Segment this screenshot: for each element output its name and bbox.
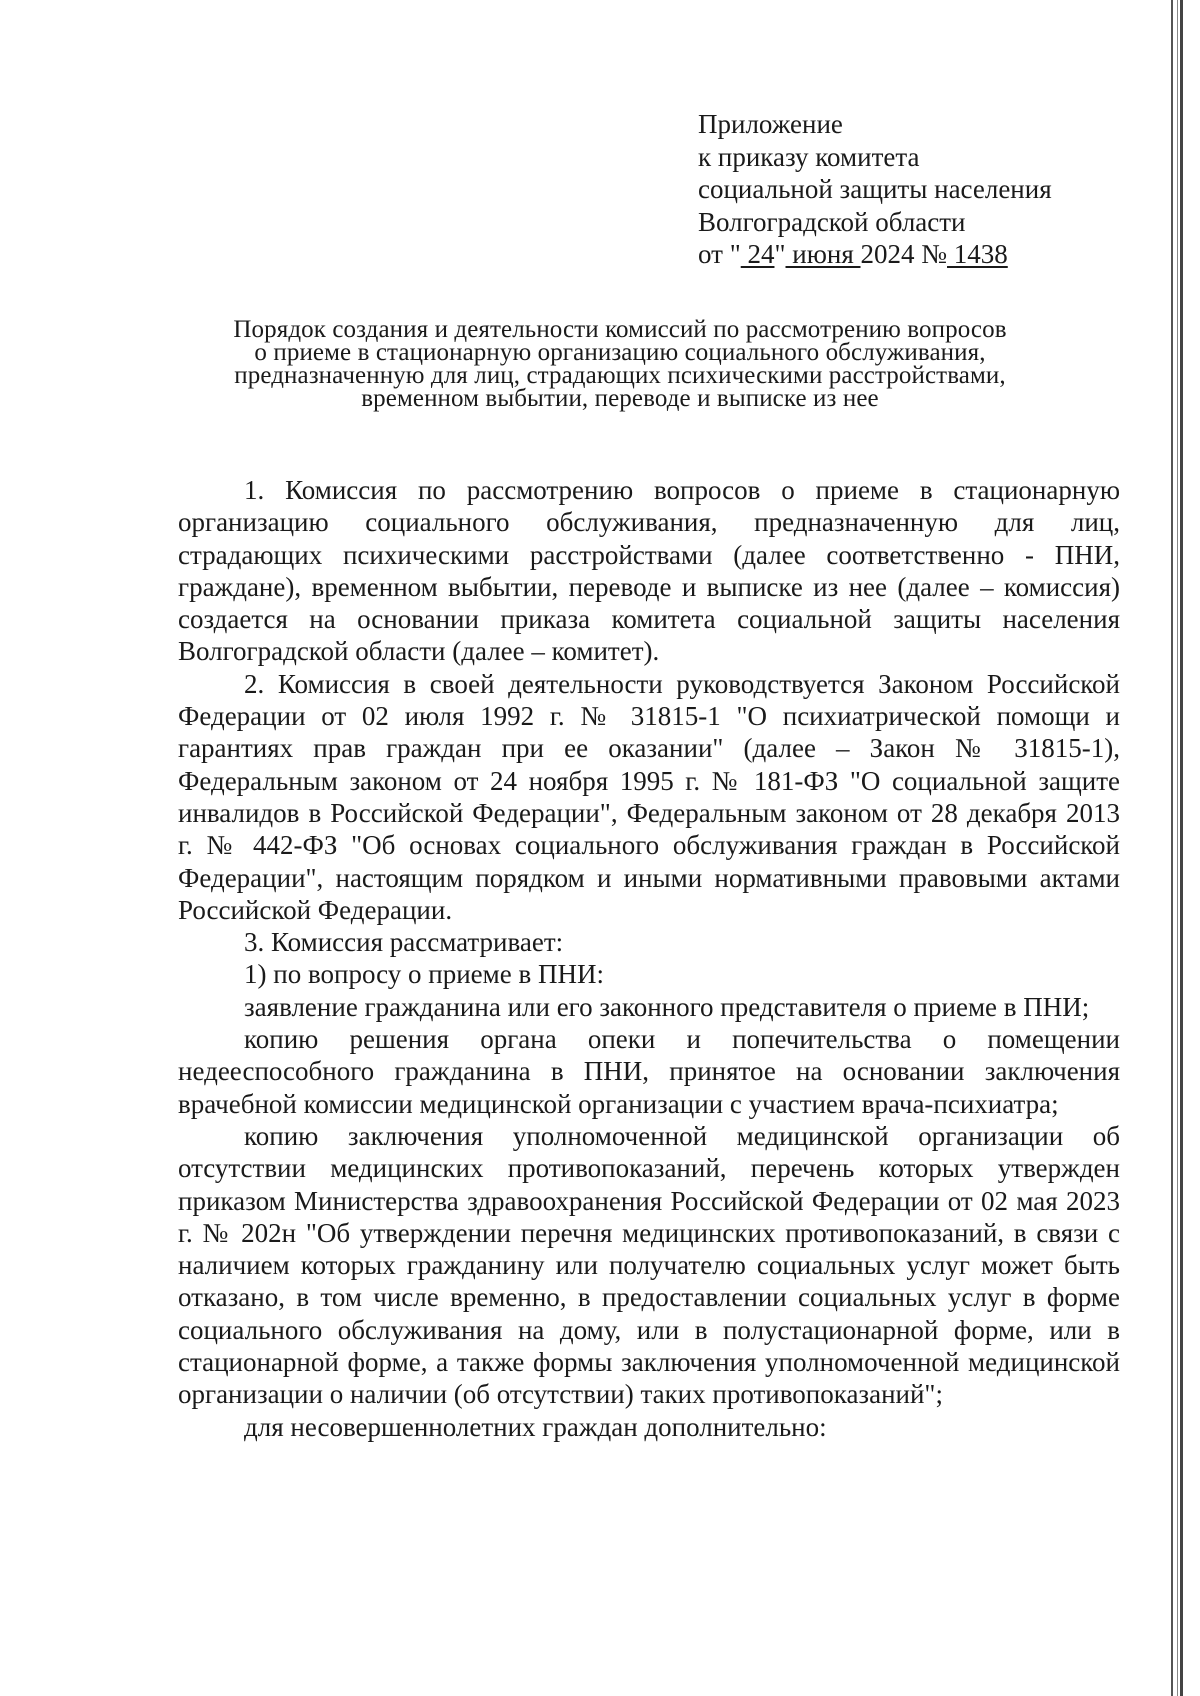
order-number: 1438	[947, 239, 1008, 269]
document-title	[180, 318, 1060, 410]
date-month: июня	[785, 239, 861, 269]
paragraph: копию заключения уполномоченной медицинской организации об отсутствии медицинских противопоказаний, перечень которых утвержден приказом Министерства здравоохранения Российской Федерации от 02 мая 2023 г. № 202н "Об утверждении перечня медицинских противопоказаний, в связи с наличием которых гражданину или получателю социальных услуг может быть отказано, в том числе временно, в предоставлении социальных услуг в форме социального обслуживания на дому, или в полустационарной форме, или в стационарной форме, а также формы заключения уполномоченной медицинской организации о наличии (об отсутствии) таких противопоказаний";	[178, 1120, 1120, 1410]
appendix-date-line	[698, 238, 1052, 271]
title-line: о приеме в стационарную организацию социального обслуживания,	[254, 339, 986, 366]
date-quote: "	[774, 239, 786, 269]
appendix-line: Приложение	[698, 109, 843, 139]
paragraph: 2. Комиссия в своей деятельности руководствуется Законом Российской Федерации от 02 июля 1992 г. № 31815-1 "О психиатрической помощи и гарантиях прав граждан при ее оказании" (далее – Закон № 31815-1), Федеральным законом от 24 ноября 1995 г. № 181-ФЗ "О социальной защите инвалидов в Российской Федерации", Федеральным законом от 28 декабря 2013 г. № 442-ФЗ "Об основах социального обслуживания граждан в Российской Федерации", настоящим порядком и иными нормативными правовыми актами Российской Федерации.	[178, 668, 1120, 925]
title-line: временном выбытии, переводе и выписке из нее	[361, 385, 879, 412]
document-body	[178, 474, 1120, 1443]
paragraph: заявление гражданина или его законного представителя о приеме в ПНИ;	[244, 991, 1090, 1022]
title-line: Порядок создания и деятельности комиссий по рассмотрению вопросов	[233, 316, 1007, 343]
scan-edge-line	[1177, 0, 1178, 1696]
paragraph: 3. Комиссия рассматривает:	[244, 927, 564, 958]
date-prefix: от "	[698, 239, 741, 269]
appendix-line: социальной защиты населения	[698, 174, 1052, 204]
scan-edge-line	[1171, 0, 1173, 1696]
date-day: 24	[740, 239, 775, 269]
appendix-header	[698, 108, 1052, 271]
title-line: предназначенную для лиц, страдающих психическими расстройствами,	[234, 362, 1006, 389]
appendix-line: Волгоградской области	[698, 206, 966, 237]
appendix-line: к приказу комитета	[698, 141, 920, 172]
paragraph: копию решения органа опеки и попечительства о помещении недееспособного гражданина в ПНИ, принятое на основании заключения врачебной комиссии медицинской организации с участием врача-психиатра;	[178, 1024, 1120, 1119]
paragraph: для несовершеннолетних граждан дополнительно:	[244, 1411, 827, 1442]
scan-edge-line	[1180, 0, 1183, 1696]
paragraph: 1) по вопросу о приеме в ПНИ:	[244, 959, 604, 990]
date-year: 2024 №	[860, 239, 948, 269]
paragraph: 1. Комиссия по рассмотрению вопросов о приеме в стационарную организацию социального обслуживания, предназначенную для лиц, страдающих психическими расстройствами (далее соответственно - ПНИ, граждане), временном выбытии, переводе и выписке из нее (далее – комиссия) создается на основании приказа комитета социальной защиты населения Волгоградской области (далее – комитет).	[178, 475, 1120, 667]
